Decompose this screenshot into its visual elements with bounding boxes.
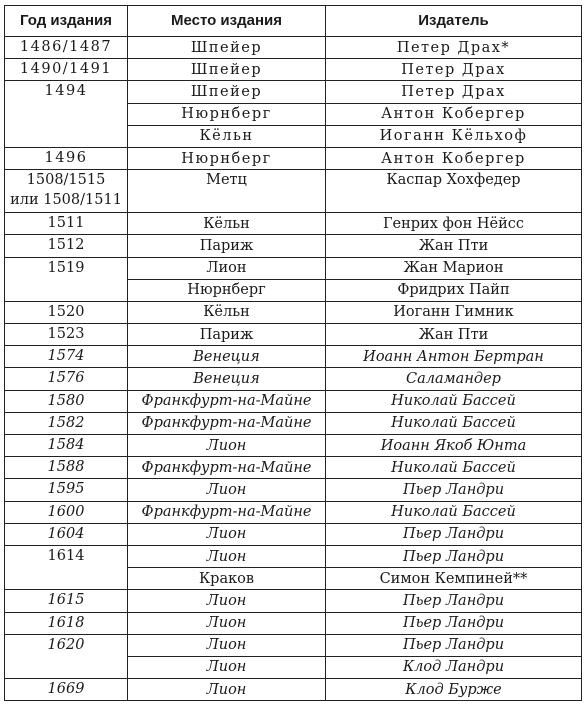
cell-year: 1519 xyxy=(5,257,128,301)
cell-place: Лион xyxy=(128,634,326,656)
cell-publisher: Петер Драх xyxy=(326,81,582,103)
table-row xyxy=(5,412,582,434)
table-row xyxy=(5,257,582,279)
cell-year: 1669 xyxy=(5,679,128,701)
cell-place: Лион xyxy=(128,545,326,567)
cell-publisher: Антон Кобергер xyxy=(326,103,582,125)
cell-publisher: Генрих фон Нёйсс xyxy=(326,213,582,235)
cell-publisher: Фридрих Пайп xyxy=(326,279,582,301)
cell-publisher: Симон Кемпиней** xyxy=(326,568,582,590)
cell-publisher: Клод Ландри xyxy=(326,656,582,678)
cell-year: 1588 xyxy=(5,457,128,479)
cell-publisher: Антон Кобергер xyxy=(326,147,582,169)
header-place: Место издания xyxy=(128,6,326,37)
cell-year: 1511 xyxy=(5,213,128,235)
cell-year: 1494 xyxy=(5,81,128,148)
cell-place: Лион xyxy=(128,479,326,501)
cell-place: Париж xyxy=(128,235,326,257)
table-row xyxy=(5,81,582,103)
cell-year: 1600 xyxy=(5,501,128,523)
cell-publisher: Николай Бассей xyxy=(326,501,582,523)
cell-place: Кёльн xyxy=(128,213,326,235)
table-row xyxy=(5,501,582,523)
cell-place: Франкфурт-на-Майне xyxy=(128,501,326,523)
cell-place: Венеция xyxy=(128,368,326,390)
cell-publisher: Петер Драх* xyxy=(326,37,582,59)
cell-place: Париж xyxy=(128,324,326,346)
cell-year: 1523 xyxy=(5,324,128,346)
cell-publisher: Пьер Ландри xyxy=(326,634,582,656)
cell-publisher: Николай Бассей xyxy=(326,457,582,479)
cell-place: Лион xyxy=(128,679,326,701)
cell-year: 1580 xyxy=(5,390,128,412)
table-row xyxy=(5,235,582,257)
cell-year: 1520 xyxy=(5,301,128,323)
cell-year: 1604 xyxy=(5,523,128,545)
cell-publisher: Николай Бассей xyxy=(326,412,582,434)
cell-year: 1508/1515 или 1508/1511 xyxy=(5,170,128,213)
cell-place: Лион xyxy=(128,590,326,612)
cell-publisher: Иоганн Гимник xyxy=(326,301,582,323)
cell-place: Лион xyxy=(128,656,326,678)
cell-year: 1512 xyxy=(5,235,128,257)
cell-year: 1614 xyxy=(5,545,128,589)
cell-publisher: Жан Пти xyxy=(326,235,582,257)
cell-year: 1574 xyxy=(5,346,128,368)
cell-publisher: Иоанн Якоб Юнта xyxy=(326,435,582,457)
cell-place: Кёльн xyxy=(128,301,326,323)
table-row xyxy=(5,213,582,235)
cell-place: Нюрнберг xyxy=(128,147,326,169)
table-row xyxy=(5,457,582,479)
table-row xyxy=(5,147,582,169)
table-row xyxy=(5,545,582,567)
cell-publisher: Жан Пти xyxy=(326,324,582,346)
cell-place: Шпейер xyxy=(128,81,326,103)
table-row xyxy=(5,170,582,213)
cell-year: 1620 xyxy=(5,634,128,678)
table-row xyxy=(5,612,582,634)
cell-year: 1618 xyxy=(5,612,128,634)
table-row xyxy=(5,301,582,323)
cell-place: Лион xyxy=(128,257,326,279)
table-row xyxy=(5,37,582,59)
cell-year: 1496 xyxy=(5,147,128,169)
cell-place: Краков xyxy=(128,568,326,590)
cell-publisher: Николай Бассей xyxy=(326,390,582,412)
table-row xyxy=(5,346,582,368)
cell-publisher: Каспар Хохфедер xyxy=(326,170,582,213)
cell-publisher: Иоанн Антон Бертран xyxy=(326,346,582,368)
cell-year: 1490/1491 xyxy=(5,59,128,81)
cell-publisher: Клод Бурже xyxy=(326,679,582,701)
cell-place: Кёльн xyxy=(128,125,326,147)
table-row xyxy=(5,59,582,81)
cell-place: Лион xyxy=(128,523,326,545)
cell-place: Шпейер xyxy=(128,59,326,81)
cell-publisher: Пьер Ландри xyxy=(326,523,582,545)
cell-year: 1486/1487 xyxy=(5,37,128,59)
table-row xyxy=(5,590,582,612)
cell-publisher: Пьер Ландри xyxy=(326,612,582,634)
cell-publisher: Саламандер xyxy=(326,368,582,390)
cell-place: Франкфурт-на-Майне xyxy=(128,412,326,434)
cell-place: Нюрнберг xyxy=(128,279,326,301)
table-row xyxy=(5,634,582,656)
cell-publisher: Петер Драх xyxy=(326,59,582,81)
table-row xyxy=(5,435,582,457)
cell-place: Нюрнберг xyxy=(128,103,326,125)
cell-publisher: Иоганн Кёльхоф xyxy=(326,125,582,147)
cell-publisher: Пьер Ландри xyxy=(326,590,582,612)
cell-publisher: Пьер Ландри xyxy=(326,479,582,501)
table-row xyxy=(5,679,582,701)
cell-place: Венеция xyxy=(128,346,326,368)
cell-year: 1584 xyxy=(5,435,128,457)
cell-place: Лион xyxy=(128,612,326,634)
cell-place: Шпейер xyxy=(128,37,326,59)
table-row xyxy=(5,523,582,545)
header-row xyxy=(5,6,582,37)
editions-table xyxy=(4,5,582,701)
cell-year: 1615 xyxy=(5,590,128,612)
cell-year: 1576 xyxy=(5,368,128,390)
table-row xyxy=(5,324,582,346)
cell-year: 1582 xyxy=(5,412,128,434)
cell-place: Франкфурт-на-Майне xyxy=(128,457,326,479)
table-row xyxy=(5,479,582,501)
table-row xyxy=(5,390,582,412)
cell-publisher: Пьер Ландри xyxy=(326,545,582,567)
cell-year: 1595 xyxy=(5,479,128,501)
cell-place: Метц xyxy=(128,170,326,213)
header-year: Год издания xyxy=(5,6,128,37)
cell-place: Франкфурт-на-Майне xyxy=(128,390,326,412)
cell-publisher: Жан Марион xyxy=(326,257,582,279)
cell-place: Лион xyxy=(128,435,326,457)
table-row xyxy=(5,368,582,390)
header-publisher: Издатель xyxy=(326,6,582,37)
